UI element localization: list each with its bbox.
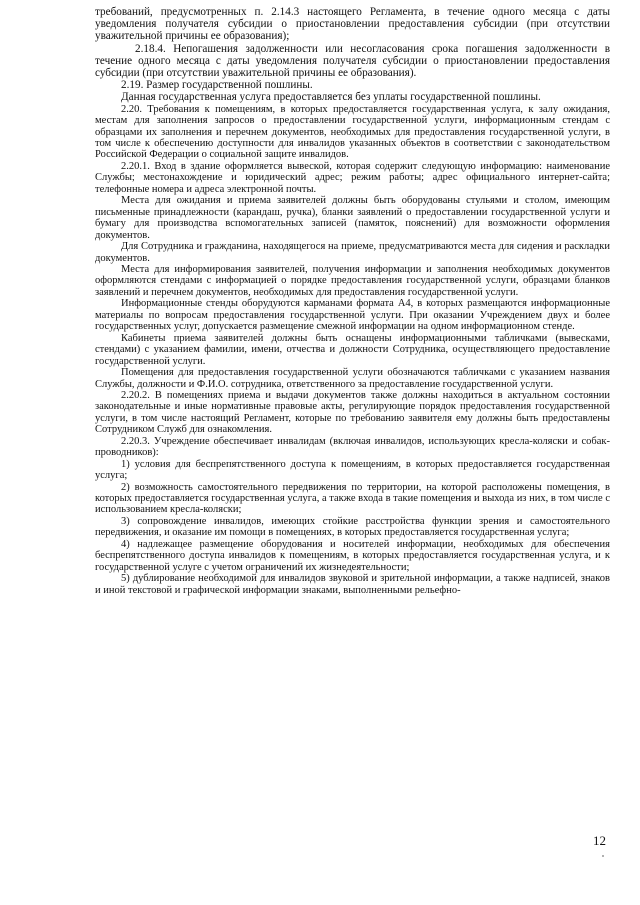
page-number: 12 bbox=[593, 833, 606, 848]
paragraph: Места для информирования заявителей, получения информации и заполнения необходимых документов оформляются стендами с информацией о порядке предоставления государственной услуги, образцами бланков заявлений и перечнем документов, необходимых для предоставления государственной услуги. bbox=[95, 263, 610, 298]
paragraph: Данная государственная услуга предоставляется без уплаты государственной пошлины. bbox=[121, 91, 541, 104]
paragraph: Места для ожидания и приема заявителей должны быть оборудованы стульями и столом, имеющим письменные принадлежности (карандаш, ручка), бланки заявлений о предоставлении государственной услуги и бумагу для производства вспомогательных записей (памяток, пояснений) для возможности оформления документов. bbox=[95, 195, 610, 241]
paragraph: 2.20.1. Вход в здание оформляется вывеской, которая содержит следующую информацию: наименование Службы; местонахождение и юридический адрес; режим работы; адрес официального интернет-сайта; телефонные номера и адреса электронной почты. bbox=[95, 160, 610, 195]
scan-mark bbox=[602, 855, 604, 857]
paragraph: требований, предусмотренных п. 2.14.3 настоящего Регламента, в течение одного месяца с даты уведомления получателя субсидии о приостановлении предоставления субсидии (при отсутствии уважительной причины ее образования); bbox=[95, 6, 610, 43]
document-body bbox=[95, 6, 610, 596]
list-item: 3) сопровождение инвалидов, имеющих стойкие расстройства функции зрения и самостоятельного передвижения, и оказание им помощи в помещениях, в которых предоставляется государственная услуга; bbox=[95, 515, 610, 539]
list-item: 4) надлежащее размещение оборудования и носителей информации, необходимых для обеспечения беспрепятственного доступа инвалидов к помещениям, в которых предоставляется государственная услуга, и к государственной услуге с учетом ограничений их жизнедеятельности; bbox=[95, 538, 610, 573]
paragraph: 2.18.4. Непогашения задолженности или несогласования срока погашения задолженности в течение одного месяца с даты уведомления получателя субсидии о приостановлении предоставления субсидии (при отсутствии уважительной причины ее образования). bbox=[95, 42, 610, 80]
list-item: 2) возможность самостоятельного передвижения по территории, на которой расположены помещения, в которых предоставляется государственная услуга, а также входа в такие помещения и выхода из них, в том числе с использованием кресла-коляски; bbox=[95, 481, 610, 516]
paragraph: Помещения для предоставления государственной услуги обозначаются табличками с указанием названия Службы, должности и Ф.И.О. сотрудника, ответственного за предоставление государственной услуги. bbox=[95, 367, 610, 390]
section-heading: 2.20. Требования к помещениям, в которых предоставляется государственная услуга, к залу ожидания, местам для заполнения запросов о предоставлении государственной услуги, информационным стендам с образцами их заполнения и перечнем документов, необходимых для предоставления государственной услуги, в том числе к обеспечению доступности для инвалидов указанных объектов в соответствии с законодательством Российской Федерации о социальной защите инвалидов. bbox=[95, 103, 610, 161]
section-heading: 2.19. Размер государственной пошлины. bbox=[121, 79, 313, 92]
paragraph: 2.20.3. Учреждение обеспечивает инвалидам (включая инвалидов, использующих кресла-коляски и собак-проводников): bbox=[95, 435, 610, 459]
paragraph: Кабинеты приема заявителей должны быть оснащены информационными табличками (вывесками, стендами) с указанием фамилии, имени, отчества и должности Сотрудника, осуществляющего предоставление государственной услуги. bbox=[95, 332, 610, 367]
list-item: 5) дублирование необходимой для инвалидов звуковой и зрительной информации, а также надписей, знаков и иной текстовой и графической информации знаками, выполненными рельефно- bbox=[95, 573, 610, 596]
paragraph: 2.20.2. В помещениях приема и выдачи документов также должны находиться в актуальном состоянии законодательные и иные нормативные правовые акты, регулирующие порядок предоставления государственной услуги, в том числе настоящий Регламент, которые по требованию заявителя ему должны быть предоставлены Сотрудником Служб для ознакомления. bbox=[95, 389, 610, 436]
list-item: 1) условия для беспрепятственного доступа к помещениям, в которых предоставляется государственная услуга; bbox=[95, 458, 610, 482]
paragraph: Информационные стенды оборудуются карманами формата А4, в которых размещаются информационные материалы по вопросам предоставления государственной услуги. При оказании Учреждением двух и более государственных услуг, допускается размещение смежной информации на одном информационном стенде. bbox=[95, 298, 610, 333]
paragraph: Для Сотрудника и гражданина, находящегося на приеме, предусматриваются места для сидения и раскладки документов. bbox=[95, 241, 610, 264]
